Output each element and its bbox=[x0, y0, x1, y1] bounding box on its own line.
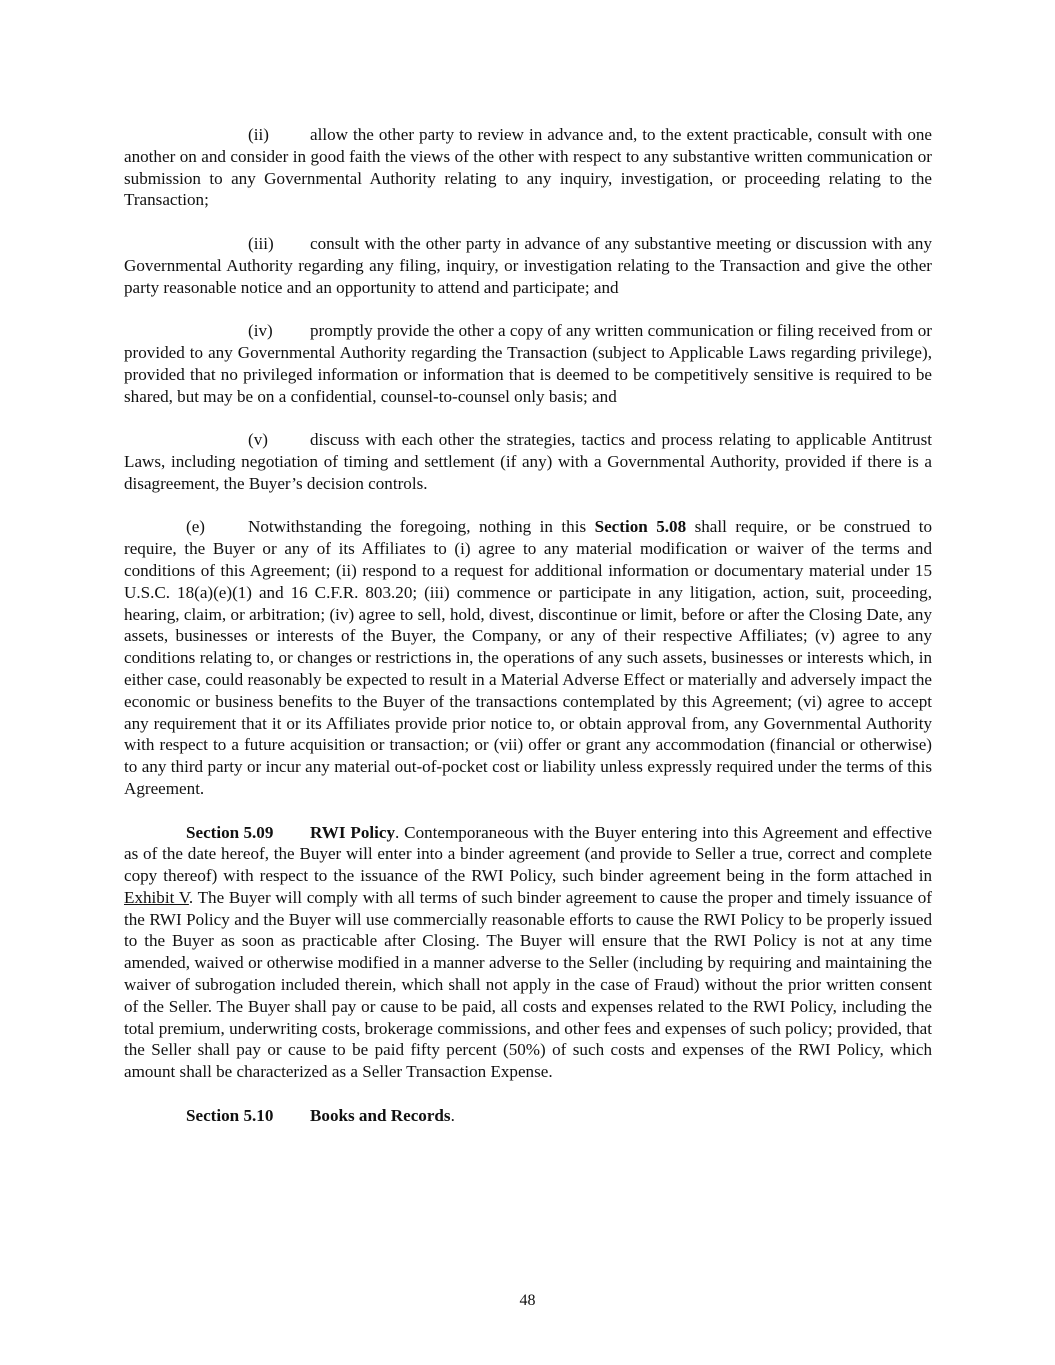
section-text-after: . The Buyer will comply with all terms of such binder agreement to cause the proper and timely issuance of the RWI Policy and the Buyer will use commercially reasonable efforts to cause the RWI Policy to be properly issued to the Buyer as soon as practicable after Closing. The Buyer will ensure that the RWI Policy is not at any time amended, waived or otherwise modified in a manner adverse to the Seller (including by requiring and maintaining the waiver of subrogation included therein, which shall not apply in the case of Fraud) without the prior written consent of the Seller. The Buyer shall pay or cause to be paid, all costs and expenses related to the RWI Policy, including the total premium, underwriting costs, brokerage commissions, and other fees and expenses of such policy; provided, that the Seller shall pay or cause to be paid fifty percent (50%) of such costs and expenses of the RWI Policy, which amount shall be characterized as a Seller Transaction Expense. bbox=[124, 887, 932, 1082]
clause-text: allow the other party to review in advance and, to the extent practicable, consult with one another on and consider in good faith the views of the other with respect to any substantive written communication or submission to any Governmental Authority relating to any inquiry, investigation, or proceeding relating to the Transaction; bbox=[124, 125, 932, 210]
section-reference: Section 5.08 bbox=[594, 517, 687, 537]
clause-ii bbox=[124, 124, 932, 211]
clause-number: (e) bbox=[186, 517, 205, 537]
clause-text-before: Notwithstanding the foregoing, nothing in this bbox=[248, 517, 595, 537]
section-title-period: . bbox=[450, 1105, 455, 1125]
section-number: Section 5.09 bbox=[186, 822, 274, 842]
clause-e bbox=[124, 516, 932, 799]
clause-number: (ii) bbox=[248, 125, 269, 144]
section-title-period: . bbox=[395, 822, 400, 842]
section-title: Books and Records bbox=[310, 1105, 451, 1125]
clause-number: (iii) bbox=[248, 233, 274, 253]
clause-number: (iv) bbox=[248, 321, 273, 341]
clause-v bbox=[124, 429, 932, 494]
document-page bbox=[124, 124, 932, 1127]
clause-number: (v) bbox=[248, 430, 268, 450]
section-5-10 bbox=[124, 1105, 932, 1127]
section-number: Section 5.10 bbox=[186, 1105, 274, 1125]
section-title: RWI Policy bbox=[310, 822, 395, 842]
clause-text: promptly provide the other a copy of any written communication or filing received from or provided to any Governmental Authority regarding the Transaction (subject to Applicable Laws regarding privilege), provided that no privileged information or information that is deemed to be competitively sensitive is required to be shared, but may be on a confidential, counsel-to-counsel only basis; and bbox=[124, 321, 932, 406]
clause-iv bbox=[124, 320, 932, 407]
section-5-09 bbox=[124, 822, 932, 1084]
exhibit-reference: Exhibit V bbox=[124, 887, 189, 907]
page-number: 48 bbox=[519, 1292, 536, 1309]
clause-text: discuss with each other the strategies, tactics and process relating to applicable Antitrust Laws, including negotiation of timing and settlement (if any) with a Governmental Authority, provided if there is a disagreement, the Buyer’s decision controls. bbox=[124, 430, 932, 493]
clause-text-after: shall require, or be construed to require, the Buyer or any of its Affiliates to (i) agree to any material modification or waiver of the terms and conditions of this Agreement; (ii) respond to a request for additional information or documentary material under 15 U.S.C. 18(a)(e)(1) and 16 C.F.R. 803.20; (iii) commence or participate in any litigation, action, suit, proceeding, hearing, claim, or arbitration; (iv) agree to sell, hold, divest, discontinue or limit, before or after the Closing Date, any assets, businesses or interests of the Buyer, the Company, or any of their respective Affiliates; (v) agree to any conditions relating to, or changes or restrictions in, the operations of any such assets, businesses or interests which, in either case, could reasonably be expected to result in a Material Adverse Effect or materially and adversely impact the economic or business benefits to the Buyer of the transactions contemplated by this Agreement; (vi) agree to accept any requirement that it or its Affiliates provide prior notice to, or obtain approval from, any Governmental Authority with respect to a future acquisition or transaction; or (vii) offer or grant any accommodation (financial or otherwise) to any third party or incur any material out-of-pocket cost or liability unless expressly required under the terms of this Agreement. bbox=[124, 517, 932, 798]
clause-text: consult with the other party in advance of any substantive meeting or discussion with any Governmental Authority regarding any filing, inquiry, or investigation relating to the Transaction and give the other party reasonable notice and an opportunity to attend and participate; and bbox=[124, 233, 932, 297]
clause-iii bbox=[124, 233, 932, 298]
section-text-before: Contemporaneous with the Buyer entering into this Agreement and effective as of the date hereof, the Buyer will enter into a binder agreement (and provide to Seller a true, correct and complete copy thereof) with respect to the issuance of the RWI Policy, such binder agreement being in the form attached in bbox=[124, 822, 932, 886]
